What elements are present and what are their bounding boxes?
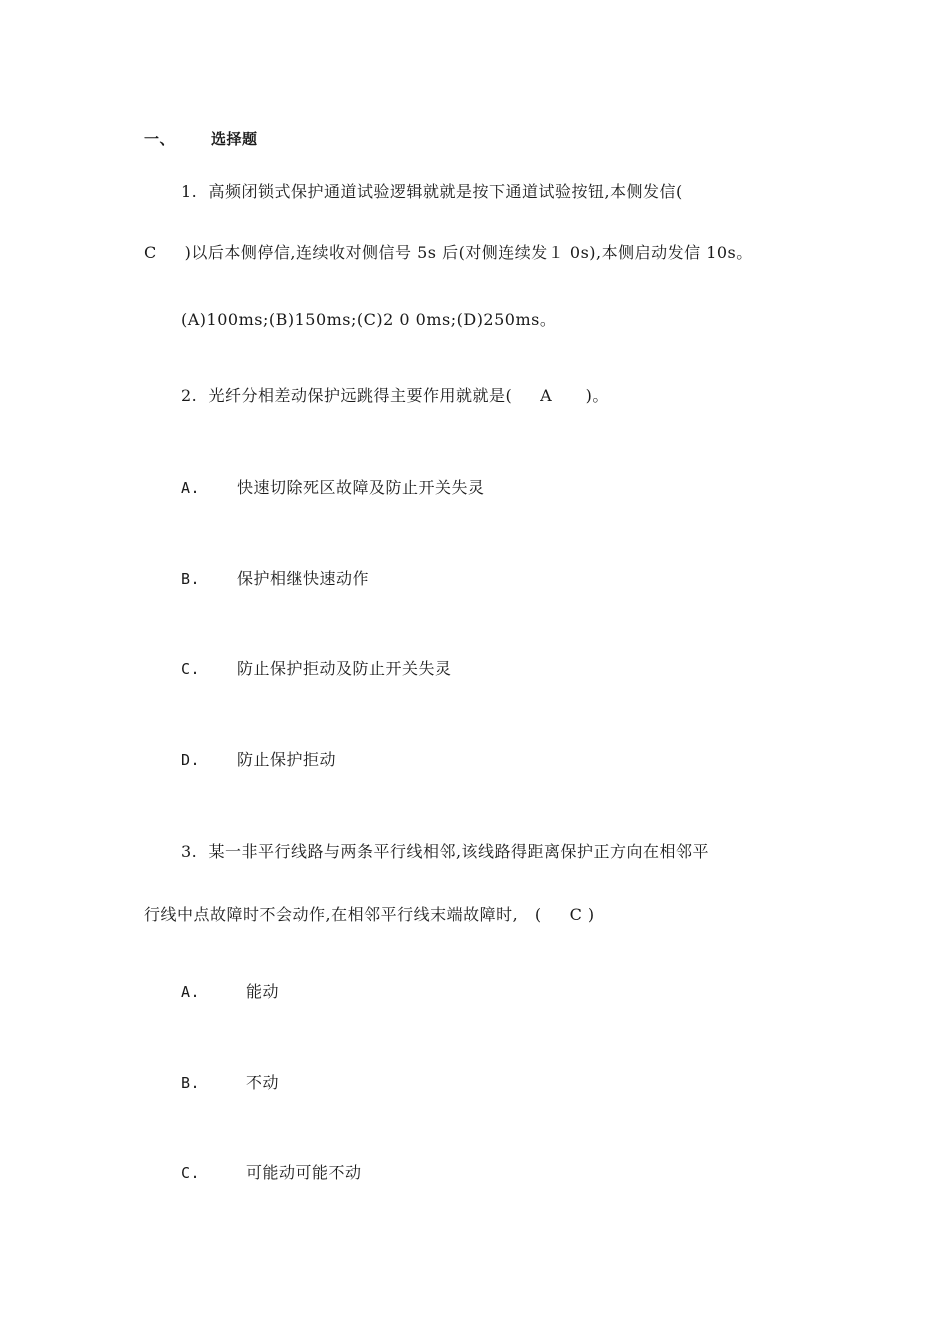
question-1-choices: (A)100ms;(B)150ms;(C)2 0 0ms;(D)250ms。	[181, 310, 557, 329]
section-number: 一、	[144, 130, 176, 148]
question-3-option-c-text: 可能动可能不动	[246, 1163, 362, 1182]
question-3-option-b-text: 不动	[246, 1073, 280, 1092]
question-2-option-c-text: 防止保护拒动及防止开关失灵	[237, 659, 452, 678]
section-title: 选择题	[211, 130, 258, 148]
question-2-line-1: 2. 光纤分相差动保护远跳得主要作用就就是( A )。	[181, 386, 609, 405]
question-1-line-2: C )以后本侧停信,连续收对侧信号 5s 后(对侧连续发１ 0s),本侧启动发信 10s。	[144, 243, 753, 262]
question-2-option-c-label: C.	[181, 660, 201, 678]
question-3-line-2: 行线中点故障时不会动作,在相邻平行线末端故障时, ( C )	[144, 905, 595, 924]
question-3-option-b-label: B.	[181, 1074, 201, 1092]
question-2-option-d-text: 防止保护拒动	[237, 750, 337, 769]
question-1-line-1: 1. 高频闭锁式保护通道试验逻辑就就是按下通道试验按钮,本侧发信(	[181, 182, 683, 201]
question-3-option-c-label: C.	[181, 1164, 201, 1182]
question-2-option-a-label: A.	[181, 479, 201, 497]
question-3-option-a-label: A.	[181, 983, 201, 1001]
question-3-line-1: 3. 某一非平行线路与两条平行线相邻,该线路得距离保护正方向在相邻平	[181, 842, 710, 861]
question-2-option-b-text: 保护相继快速动作	[237, 569, 370, 588]
question-2-option-a-text: 快速切除死区故障及防止开关失灵	[237, 478, 485, 497]
question-2-option-d-label: D.	[181, 751, 201, 769]
question-2-option-b-label: B.	[181, 570, 201, 588]
question-3-option-a-text: 能动	[246, 982, 280, 1001]
